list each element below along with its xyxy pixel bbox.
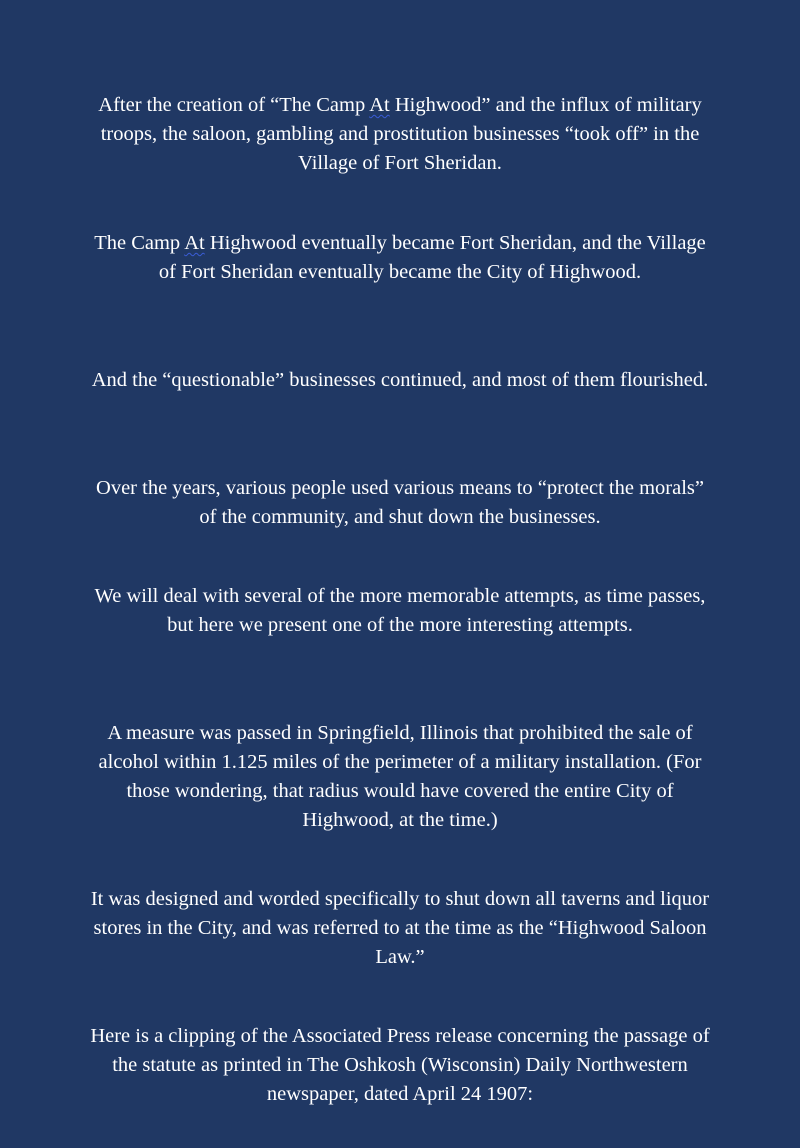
paragraph-text: Highwood eventually became Fort Sheridan, and the Village of Fort Sheridan eventually became the City of Highwood. [158, 232, 706, 283]
paragraph-camp-creation [90, 91, 710, 178]
paragraph-text: Highwood” and the influx of military troops, the saloon, gambling and prostitution businesses “took off” in the Village of Fort Sheridan. [100, 94, 702, 174]
paragraph-saloon-law: It was designed and worded specifically to shut down all taverns and liquor stores in the City, and was referred to at the time as the “Highwood Saloon Law.” [90, 888, 710, 968]
spellcheck-underlined-word: At [184, 232, 205, 254]
spellcheck-underlined-word: At [369, 94, 390, 116]
paragraph-clipping-intro: Here is a clipping of the Associated Press release concerning the passage of the statute as printed in The Oshkosh (Wisconsin) Daily Northwestern newspaper, dated April 24 1907: [90, 1025, 710, 1105]
paragraph-text: After the creation of “The Camp [98, 94, 370, 116]
paragraph-protect-morals: Over the years, various people used various means to “protect the morals” of the community, and shut down the businesses. [96, 477, 704, 528]
paragraph-questionable-businesses: And the “questionable” businesses continued, and most of them flourished. [91, 369, 709, 391]
paragraph-springfield-measure: A measure was passed in Springfield, Illinois that prohibited the sale of alcohol within 1.125 miles of the perimeter of a military installation. (For those wondering, that radius would have covered the entire City of Highwood, at the time.) [98, 722, 702, 831]
paragraph-fort-sheridan [90, 229, 710, 287]
paragraph-memorable-attempts: We will deal with several of the more memorable attempts, as time passes, but here we present one of the more interesting attempts. [94, 585, 706, 636]
paragraph-text: The Camp [94, 232, 185, 254]
